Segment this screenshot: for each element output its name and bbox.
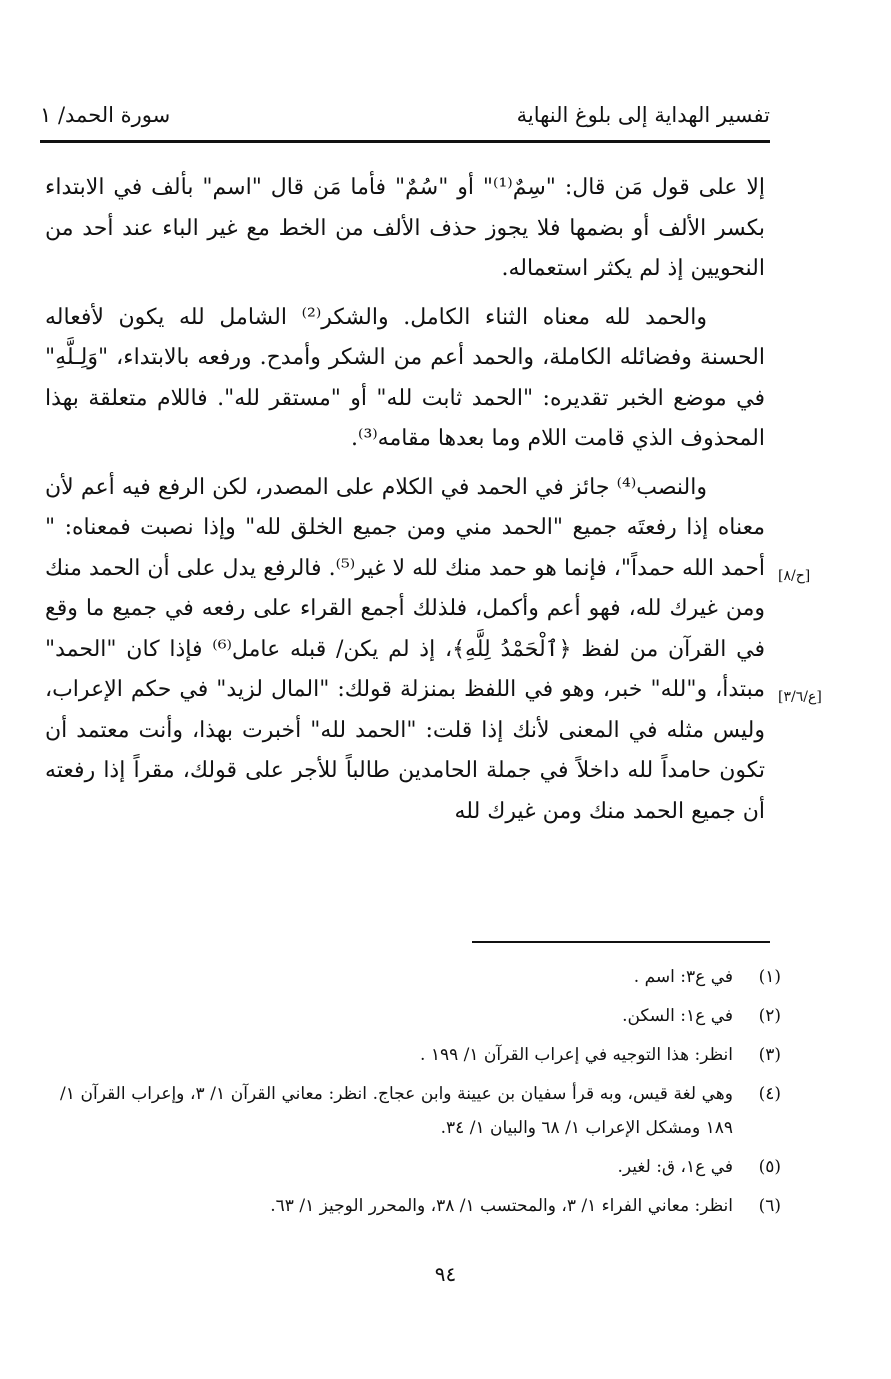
running-header <box>40 101 770 141</box>
footnote-number: (٣) <box>758 1045 781 1065</box>
footnote-item <box>60 1150 785 1184</box>
footnote-number: (٢) <box>758 1006 781 1026</box>
footnote-text: في ع٣: اسم . <box>633 967 733 987</box>
paragraph-2: والحمد لله معناه الثناء الكامل. والشكر⁽²⁾ الشامل لله يكون لأفعاله الحسنة وفضائله الكاملة، والحمد أعم من الشكر وأمدح. ورفعه بالابتداء، "وَلِـلَّهِ" في موضع الخبر تقديره: "الحمد ثابت لله" أو "مستقر لله". فاللام متعلقة بهذا المحذوف الذي قامت اللام وما بعدها مقامه⁽³⁾. <box>45 304 765 451</box>
footnote-number: (٦) <box>758 1196 781 1216</box>
footnote-item <box>60 999 785 1033</box>
main-text <box>45 168 765 832</box>
footnote-item <box>60 1077 785 1145</box>
footnote-text: انظر: هذا التوجيه في إعراب القرآن ١/ ١٩٩ . <box>420 1045 733 1065</box>
book-title: تفسير الهداية إلى بلوغ النهاية <box>516 103 770 127</box>
footnote-item <box>60 1189 785 1223</box>
footnote-number: (٤) <box>758 1084 781 1104</box>
footnote-item <box>60 1038 785 1072</box>
footnote-text: في ع١: السكن. <box>622 1006 733 1026</box>
margin-note-a3-6: [ع/٣/٦] <box>778 689 822 705</box>
paragraph-3: والنصب⁽⁴⁾ جائز في الحمد في الكلام على المصدر، لكن الرفع فيه أعم لأن معناه إذا رفعتَه جميع "الحمد مني ومن جميع الخلق لله" وإذا نصبت فمعناه: " أحمد الله حمداً"، فإنما هو حمد منك لله لا غير⁽⁵⁾. فالرفع يدل على أن الحمد منك ومن غيرك لله، فهو أعم وأكمل، فلذلك أجمع القراء على رفعه في جميع ما وقع في القرآن من لفظ ﴿ٱلْحَمْدُ لِلَّهِ﴾، إذ لم يكن/ قبله عامل⁽⁶⁾ فإذا كان "الحمد" مبتدأ، و"لله" خبر، وهو في اللفظ بمنزلة قولك: "المال لزيد" في حكم الإعراب، وليس مثله في المعنى لأنك إذا قلت: "الحمد لله" أخبرت بهذا، وأنت معتمد أن تكون حامداً لله داخلاً في جملة الحامدين طالباً للأجر على قولك، مقراً إذا رفعته أن جميع الحمد منك ومن غيرك لله <box>45 474 765 824</box>
footnote-item <box>60 960 785 994</box>
footnote-text: في ع١، ق: لغير. <box>617 1157 733 1177</box>
footnote-rule <box>472 941 770 943</box>
page-number: ٩٤ <box>434 1262 457 1286</box>
footnote-number: (٥) <box>758 1157 781 1177</box>
header-rule <box>40 140 770 143</box>
surah-label: سورة الحمد/ ١ <box>40 103 171 127</box>
footnote-text: وهي لغة قيس، وبه قرأ سفيان بن عيينة وابن عجاج. انظر: معاني القرآن ١/ ٣، وإعراب القرآن ١/ ١٨٩ ومشكل الإعراب ١/ ٦٨ والبيان ١/ ٣٤. <box>60 1084 733 1138</box>
paragraph-1: إلا على قول مَن قال: "سِمٌ⁽¹⁾" أو "سُمٌ" فأما مَن قال "اسم" بألف في الابتداء بكسر الألف أو بضمها فلا يجوز حذف الألف من الخط مع غير الباء عند أحد من النحويين إذ لم يكثر استعماله. <box>45 175 766 281</box>
margin-note-h8: [ح/٨] <box>778 568 811 584</box>
footnote-number: (١) <box>758 967 781 987</box>
footnotes <box>60 960 785 1223</box>
footnote-text: انظر: معاني الفراء ١/ ٣، والمحتسب ١/ ٣٨، والمحرر الوجيز ١/ ٦٣. <box>270 1196 733 1216</box>
